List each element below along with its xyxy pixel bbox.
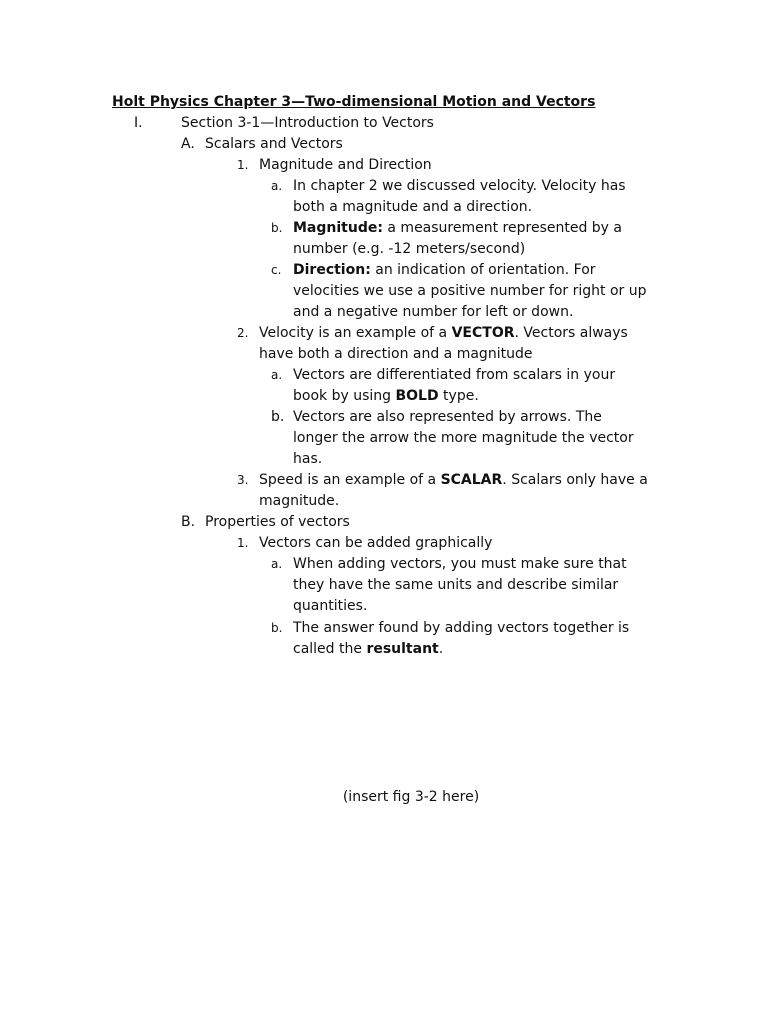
- paragraph-line: [259, 323, 628, 343]
- definition-text: an indication of orientation. For: [370, 262, 596, 278]
- term-bold: BOLD: [395, 388, 439, 404]
- paragraph-line: [293, 260, 596, 280]
- outline-marker-B1b: b.: [271, 621, 283, 635]
- paragraph-line: When adding vectors, you must make sure that: [293, 556, 627, 572]
- paragraph-line: [293, 639, 443, 659]
- paragraph-line: In chapter 2 we discussed velocity. Velocity has: [293, 178, 626, 194]
- paragraph-line: longer the arrow the more magnitude the vector: [293, 430, 634, 446]
- term-direction: Direction:: [293, 262, 371, 278]
- outline-marker-A3: 3.: [237, 473, 249, 487]
- text-span: .: [438, 641, 444, 657]
- text-span: Velocity is an example of a: [259, 325, 452, 341]
- paragraph-line: [293, 386, 479, 406]
- paragraph-line: they have the same units and describe similar: [293, 577, 619, 593]
- outline-marker-B1a: a.: [271, 557, 283, 571]
- term-magnitude: Magnitude:: [293, 220, 383, 236]
- outline-marker-I: I.: [134, 115, 143, 131]
- text-span: . Scalars only have a: [502, 472, 648, 488]
- outline-marker-A2: 2.: [237, 326, 249, 340]
- term-vector: VECTOR: [451, 325, 515, 341]
- outline-marker-B1: 1.: [237, 536, 249, 550]
- item-heading-A1: Magnitude and Direction: [259, 157, 432, 173]
- paragraph-line: have both a direction and a magnitude: [259, 346, 533, 362]
- paragraph-line: and a negative number for left or down.: [293, 304, 574, 320]
- text-span: called the: [293, 641, 367, 657]
- term-resultant: resultant: [366, 641, 439, 657]
- outline-marker-A1: 1.: [237, 158, 249, 172]
- paragraph-line: Vectors are also represented by arrows. The: [293, 409, 602, 425]
- outline-marker-A1b: b.: [271, 221, 283, 235]
- paragraph-line: has.: [293, 451, 323, 467]
- outline-marker-A1a: a.: [271, 179, 283, 193]
- text-span: type.: [438, 388, 479, 404]
- outline-marker-A2a: a.: [271, 368, 283, 382]
- figure-placeholder: (insert fig 3-2 here): [342, 789, 480, 805]
- item-heading-B1: Vectors can be added graphically: [259, 535, 493, 551]
- outline-marker-A1c: c.: [271, 263, 282, 277]
- paragraph-line: The answer found by adding vectors together is: [293, 620, 630, 636]
- outline-marker-A2b: b.: [271, 409, 285, 425]
- paragraph-line: velocities we use a positive number for right or up: [293, 283, 647, 299]
- paragraph-line: number (e.g. -12 meters/second): [293, 241, 526, 257]
- paragraph-line: [259, 470, 648, 490]
- term-scalar: SCALAR: [440, 472, 503, 488]
- subsection-heading-B: Properties of vectors: [205, 514, 350, 530]
- paragraph-line: quantities.: [293, 598, 368, 614]
- paragraph-line: Vectors are differentiated from scalars in your: [293, 367, 616, 383]
- definition-text: a measurement represented by a: [382, 220, 622, 236]
- text-span: book by using: [293, 388, 396, 404]
- outline-marker-A: A.: [181, 136, 195, 152]
- text-span: . Vectors always: [514, 325, 628, 341]
- document-title: Holt Physics Chapter 3—Two-dimensional Motion and Vectors: [112, 94, 596, 110]
- section-heading: Section 3-1—Introduction to Vectors: [181, 115, 434, 131]
- paragraph-line: [293, 218, 622, 238]
- text-span: Speed is an example of a: [259, 472, 441, 488]
- paragraph-line: both a magnitude and a direction.: [293, 199, 533, 215]
- paragraph-line: magnitude.: [259, 493, 340, 509]
- subsection-heading-A: Scalars and Vectors: [205, 136, 343, 152]
- outline-marker-B: B.: [181, 514, 196, 530]
